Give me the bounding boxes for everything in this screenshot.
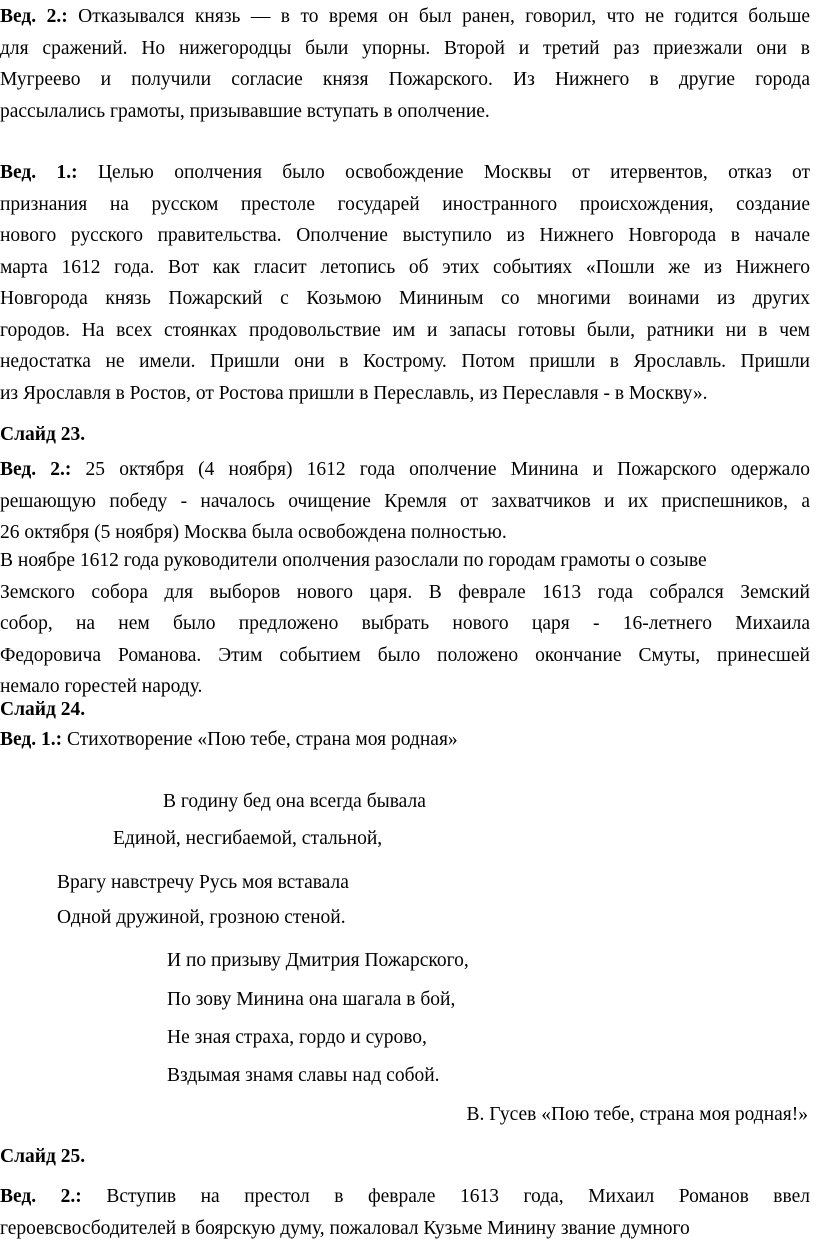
slide-23-heading-block	[0, 419, 810, 451]
poem-line: И по призыву Дмитрия Пожарского,	[167, 949, 469, 973]
text-line: Вед. 2.: Отказывался князь — в то время он был ранен, говорил, что не годится больше	[0, 1, 810, 33]
slide-24-heading-block	[0, 694, 810, 726]
speaker-label: Вед. 2.:	[0, 6, 68, 27]
speaker-label: Вед. 1.:	[0, 162, 78, 183]
poem-line: Одной дружиной, грозною стеной.	[57, 906, 346, 930]
slide-25-paragraph	[0, 1181, 810, 1244]
poem-line: Единой, несгибаемой, стальной,	[113, 827, 382, 851]
text-line: В ноябре 1612 года руководители ополчения разослали по городам грамоты о созыве	[0, 545, 810, 577]
speaker-label: Вед. 1.:	[0, 729, 62, 750]
speaker-label: Вед. 2.:	[0, 459, 71, 480]
paragraph-vedushchiy-2-knyaz	[0, 1, 810, 127]
slide-25-heading-block	[0, 1141, 810, 1173]
text-line: Вед. 2.: Вступив на престол в феврале 1613 года, Михаил Романов ввел	[0, 1181, 810, 1213]
text-line: Земского собора для выборов нового царя. В феврале 1613 года собрался Земский	[0, 577, 810, 609]
text-line: нового русского правительства. Ополчение выступило из Нижнего Новгорода в начале	[0, 220, 810, 252]
slide-heading: Слайд 23.	[0, 419, 810, 451]
text-line: Новгорода князь Пожарский с Козьмою Мининым со многими воинами из других	[0, 283, 810, 315]
slide-heading: Слайд 25.	[0, 1141, 810, 1173]
paragraph-vedushchiy-1-opolchenie	[0, 157, 810, 409]
slide-24-intro	[0, 724, 810, 756]
speaker-label: Вед. 2.:	[0, 1186, 82, 1207]
text-line: марта 1612 года. Вот как гласит летопись об этих событиях «Пошли же из Нижнего	[0, 252, 810, 284]
text-line: Мугреево и получили согласие князя Пожарского. Из Нижнего в другие города	[0, 64, 810, 96]
text-line: для сражений. Но нижегородцы были упорны. Второй и третий раз приезжали они в	[0, 33, 810, 65]
text-line: Вед. 2.: 25 октября (4 ноября) 1612 года ополчение Минина и Пожарского одержало	[0, 454, 810, 486]
text-line: решающую победу - началось очищение Кремля от захватчиков и их приспешников, а	[0, 486, 810, 518]
slide-heading: Слайд 24.	[0, 694, 810, 726]
poem-line: По зову Минина она шагала в бой,	[167, 988, 455, 1012]
poem-line: В годину бед она всегда бывала	[163, 790, 426, 814]
text-line: из Ярославля в Ростов, от Ростова пришли в Переславль, из Переславля - в Москву».	[0, 378, 810, 410]
text-line: рассылались грамоты, призывавшие вступать в ополчение.	[0, 96, 810, 128]
text-line: собор, на нем было предложено выбрать нового царя - 16-летнего Михаила	[0, 608, 810, 640]
poem-line: Вздымая знамя славы над собой.	[167, 1064, 440, 1088]
text-line: признания на русском престоле государей иностранного происхождения, создание	[0, 189, 810, 221]
text-line: Федоровича Романова. Этим событием было положено окончание Смуты, принесшей	[0, 640, 810, 672]
text-line: Вед. 1.: Целью ополчения было освобождение Москвы от итервентов, отказ от	[0, 157, 810, 189]
text-line: немало горестей народу.	[0, 671, 810, 703]
text-line: городов. На всех стоянках продовольствие им и запасы готовы были, ратники ни в чем	[0, 315, 810, 347]
slide-23-paragraph-1	[0, 454, 810, 549]
poem-attribution: В. Гусев «Пою тебе, страна моя родная!»	[467, 1103, 808, 1127]
text-line: героевсвосбодителей в боярскую думу, пожаловал Кузьме Минину звание думного	[0, 1213, 810, 1244]
text-line: Вед. 1.: Стихотворение «Пою тебе, страна моя родная»	[0, 724, 810, 756]
slide-23-paragraph-2	[0, 545, 810, 703]
text-line: 26 октября (5 ноября) Москва была освобождена полностью.	[0, 517, 810, 549]
text-line: недостатка не имели. Пришли они в Кострому. Потом пришли в Ярославль. Пришли	[0, 346, 810, 378]
poem-line: Врагу навстречу Русь моя вставала	[57, 871, 349, 895]
poem-line: Не зная страха, гордо и сурово,	[167, 1026, 427, 1050]
